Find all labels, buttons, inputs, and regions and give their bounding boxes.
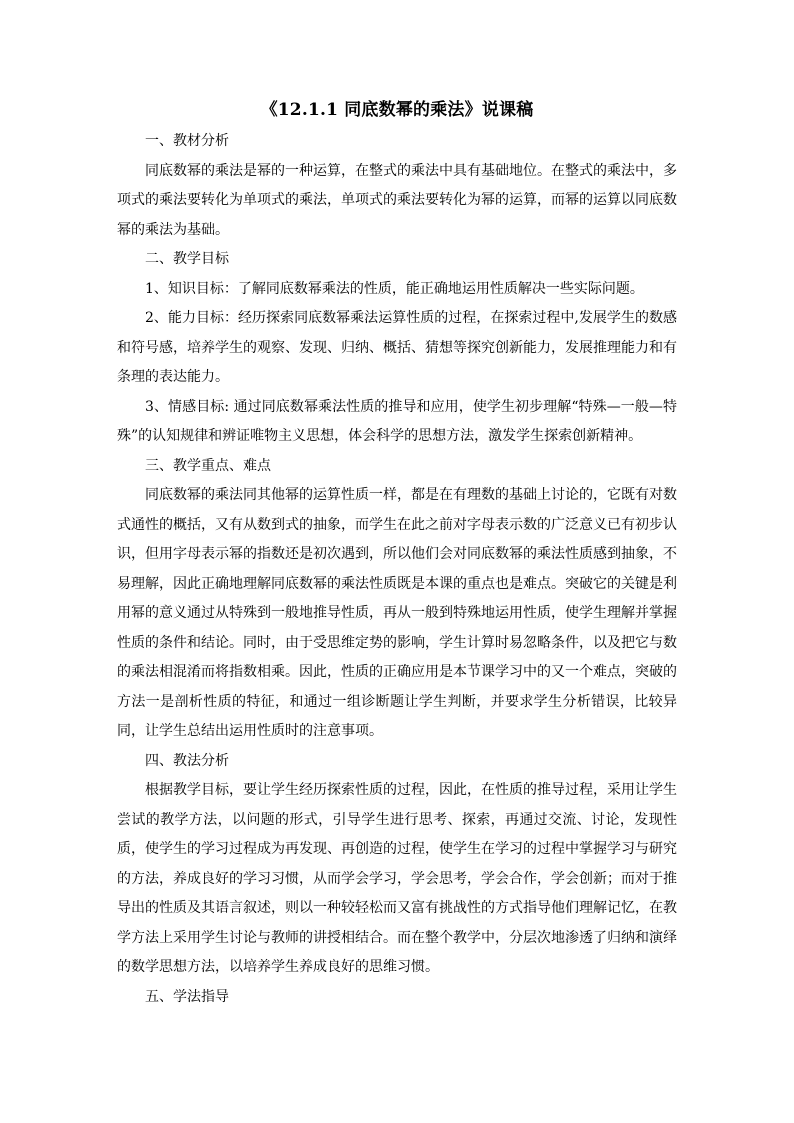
paragraph-teaching-methods: 根据教学目标，要让学生经历探索性质的过程，因此，在性质的推导过程，采用让学生尝试的教学方法，以问题的形式，引导学生进行思考、探索，再通过交流、讨论，发现性质，使学生的学习过程成为再发现、再创造的过程，使学生在学习的过程中掌握学习与研究的方法，养成良好的学习习惯，从而学会学习，学会思考，学会合作，学会创新；而对于推导出的性质及其语言叙述，则以一种较轻松而又富有挑战性的方式指导他们理解记忆，在教学方法上采用学生讨论与教师的讲授相结合。而在整个教学中，分层次地渗透了归纳和演绎的数学思想方法，以培养学生养成良好的思维习惯。 xyxy=(117,782,677,975)
paragraph-textbook-analysis: 同底数幂的乘法是幂的一种运算，在整式的乘法中具有基础地位。在整式的乘法中，多项式的乘法要转化为单项式的乘法，单项式的乘法要转化为幂的运算，而幂的运算以同底数幂的乘法为基础。 xyxy=(117,162,677,238)
paragraph-ability-objective: 2、能力目标：经历探索同底数幂乘法运算性质的过程，在探索过程中,发展学生的数感和符号感，培养学生的观察、发现、归纳、概括、猜想等探究创新能力，发展推理能力和有条理的表达能力。 xyxy=(117,310,677,385)
section-heading-teaching-objectives: 二、教学目标 xyxy=(145,251,229,267)
section-heading-learning-guidance: 五、学法指导 xyxy=(145,988,229,1005)
section-heading-teaching-methods: 四、教法分析 xyxy=(145,752,229,769)
paragraph-key-points: 同底数幂的乘法同其他幂的运算性质一样，都是在有理数的基础上讨论的，它既有对数式通性的概括，又有从数到式的抽象，而学生在此之前对字母表示数的广泛意义已有初步认识，但用字母表示幂的指数还是初次遇到，所以他们会对同底数幂的乘法性质感到抽象，不易理解，因此正确地理解同底数幂的乘法性质既是本课的重点也是难点。突破它的关键是利用幂的意义通过从特殊到一般地推导性质，再从一般到特殊地运用性质，使学生理解并掌握性质的条件和结论。同时，由于受思维定势的影响，学生计算时易忽略条件，以及把它与数的乘法相混淆而将指数相乘。因此，性质的正确应用是本节课学习中的又一个难点，突破的方法一是剖析性质的特征，和通过一组诊断题让学生判断，并要求学生分析错误，比较异同，让学生总结出运用性质时的注意事项。 xyxy=(117,487,677,739)
document-page xyxy=(117,96,677,1012)
document-title: 《12.1.1 同底数幂的乘法》说课稿 xyxy=(260,100,534,120)
section-heading-key-points: 三、教学重点、难点 xyxy=(145,457,271,474)
paragraph-knowledge-objective: 1、知识目标：了解同底数幂乘法的性质，能正确地运用性质解决一些实际问题。 xyxy=(145,280,644,297)
paragraph-emotion-objective: 3、情感目标: 通过同底数幂乘法性质的推导和应用，使学生初步理解“特殊—一般—特殊”的认知规律和辨证唯物主义思想，体会科学的思想方法，激发学生探索创新精神。 xyxy=(117,398,677,444)
section-heading-textbook-analysis: 一、教材分析 xyxy=(145,133,229,149)
